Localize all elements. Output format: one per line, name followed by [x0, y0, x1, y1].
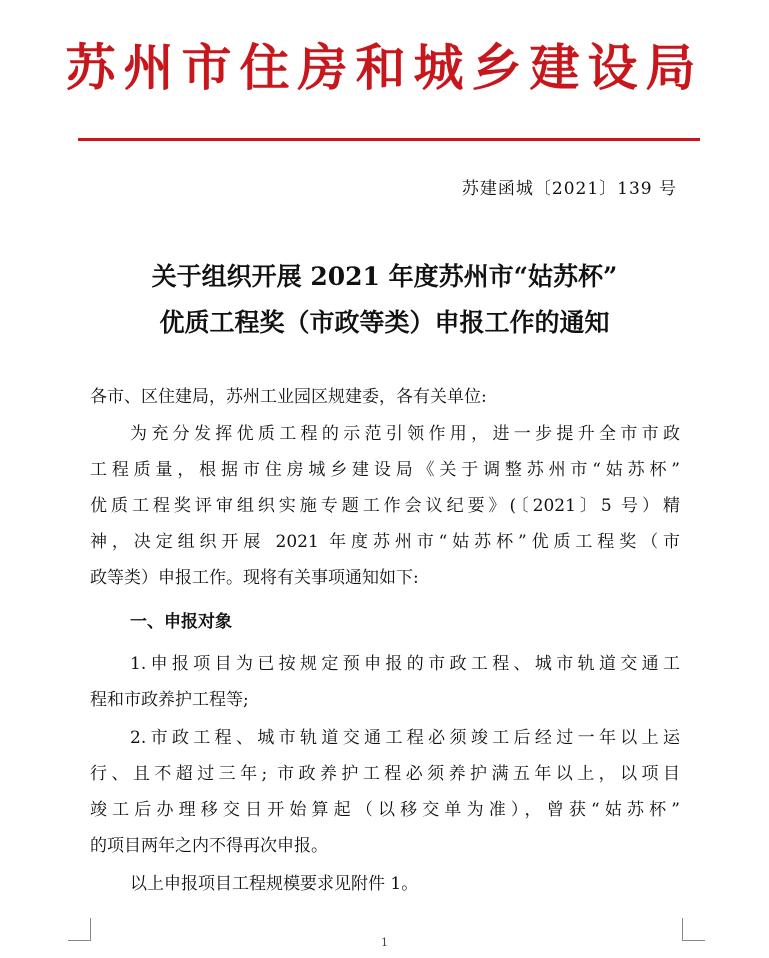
intro-line-5: 政等类）申报工作。现将有关事项通知如下:	[90, 568, 419, 588]
page-number: 1	[381, 936, 388, 949]
item-1-line-1: 1.申报项目为已按规定预申报的市政工程、城市轨道交通工	[130, 654, 680, 674]
item-2-line-3: 竣工后办理移交日开始算起（以移交单为准），曾获“姑苏杯”	[90, 800, 680, 820]
item-2-line-2: 行、且不超过三年; 市政养护工程必须养护满五年以上，以项目	[90, 764, 680, 784]
item-2-line-4: 的项目两年之内不得再次申报。	[90, 836, 328, 856]
intro-line-3: 优质工程奖评审组织实施专题工作会议纪要》(〔2021〕5 号）精	[90, 496, 680, 516]
closing-line: 以上申报项目工程规模要求见附件 1。	[130, 874, 419, 894]
item-2-line-1: 2.市政工程、城市轨道交通工程必须竣工后经过一年以上运	[130, 728, 680, 748]
notice-title-line-2: 优质工程奖（市政等类）申报工作的通知	[159, 308, 610, 337]
intro-line-4: 神，决定组织开展 2021 年度苏州市“姑苏杯”优质工程奖（市	[90, 532, 680, 552]
intro-line-1: 为充分发挥优质工程的示范引领作用，进一步提升全市市政	[130, 424, 680, 444]
notice-title-line-1: 关于组织开展 2021 年度苏州市“姑苏杯”	[151, 262, 618, 291]
red-divider-line	[78, 138, 700, 141]
document-number: 苏建函城〔2021〕139 号	[461, 179, 677, 199]
item-1-line-2: 程和市政养护工程等;	[90, 690, 249, 710]
intro-line-2: 工程质量，根据市住房城乡建设局《关于调整苏州市“姑苏杯”	[90, 460, 680, 480]
section-1-heading: 一、申报对象	[130, 612, 232, 632]
salutation: 各市、区住建局，苏州工业园区规建委，各有关单位:	[90, 387, 487, 407]
issuer-header: 苏州市住房和城乡建设局	[65, 38, 704, 97]
